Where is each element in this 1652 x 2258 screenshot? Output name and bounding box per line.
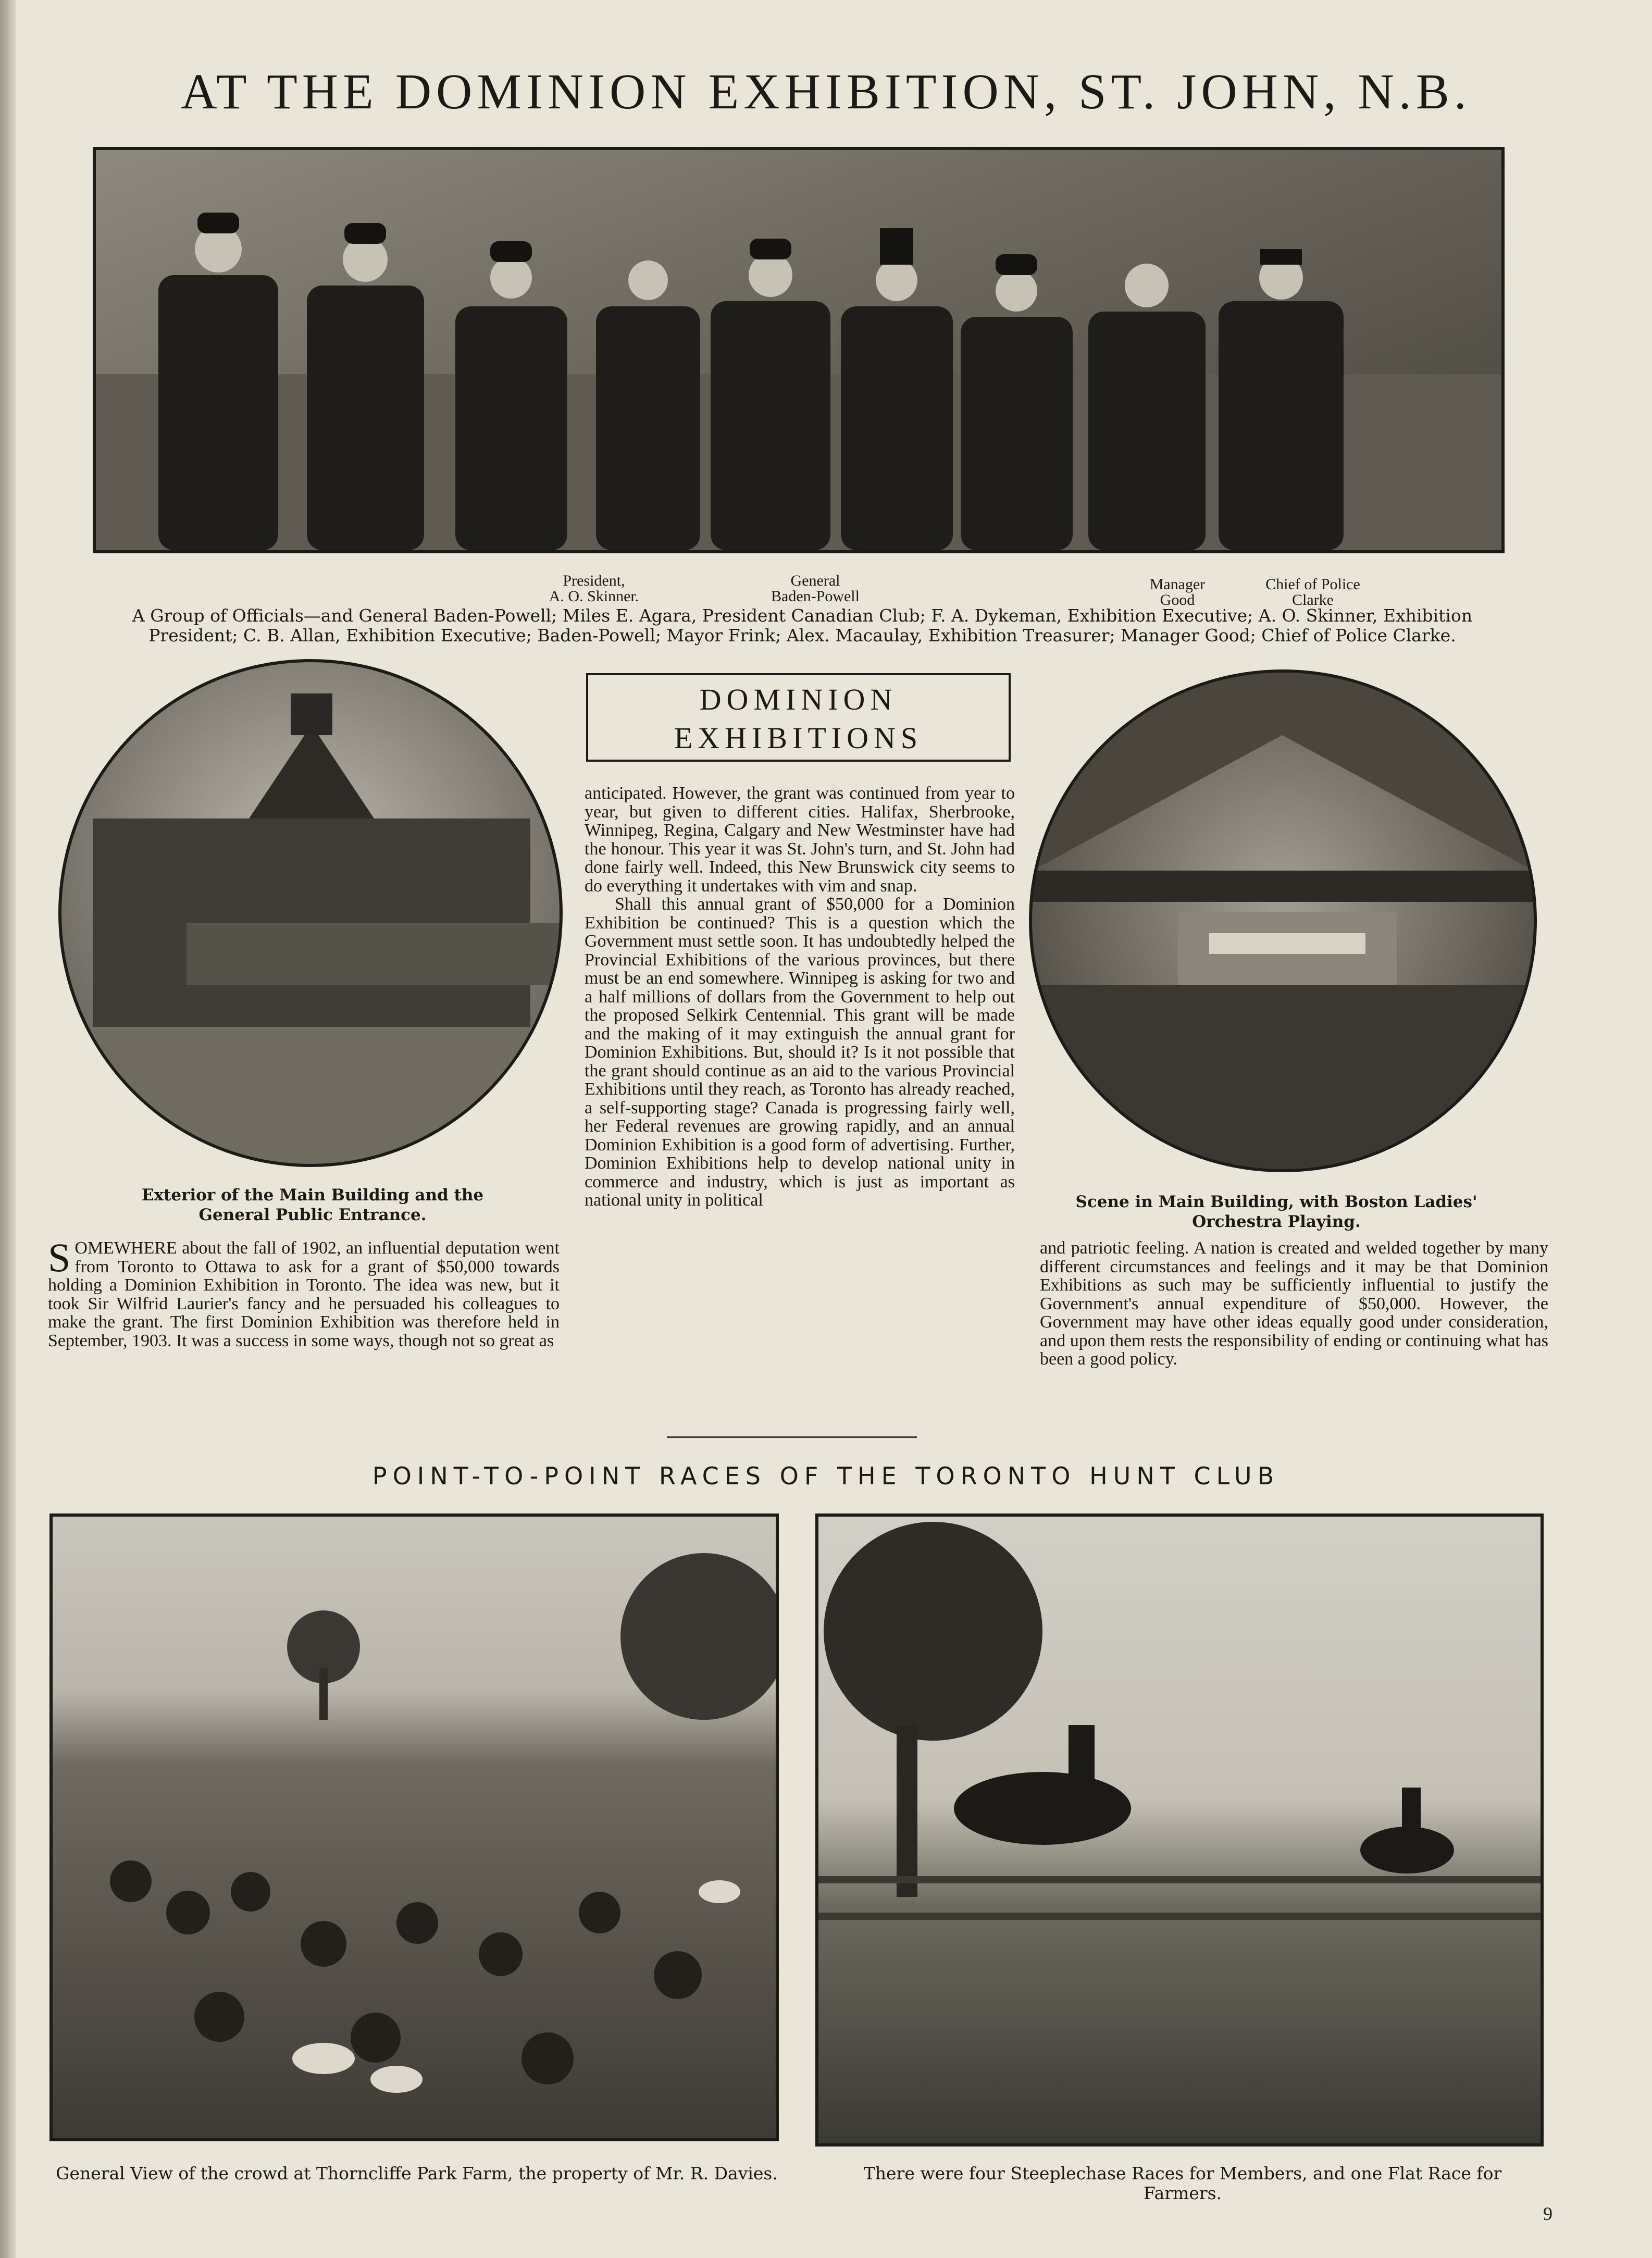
section-divider: [667, 1436, 917, 1438]
article-column-1: [48, 1235, 560, 1350]
article-column-2: [585, 784, 1015, 1210]
column-2-paragraph-1: anticipated. However, the grant was continued from year to year, but given to different cities. Halifax, Sherbrooke, Winnipeg, Regina, Calgary and New Westminster have had the honour. This year it was St. John's turn, and St. John had done fairly well. Indeed, this New Brunswick city seems to do everything it undertakes with vim and snap.: [585, 784, 1015, 896]
article-column-3: [1040, 1239, 1548, 1369]
label-general: General Baden-Powell: [771, 572, 860, 605]
left-circle-caption: Exterior of the Main Building and the General Public Entrance.: [141, 1186, 484, 1224]
page-title: AT THE DOMINION EXHIBITION, ST. JOHN, N.B.: [181, 64, 1471, 119]
officials-photo-caption: A Group of Officials—and General Baden-Powell; Miles E. Agara, President Canadian Club; F. A. Dykeman, Exhibition Executive; A. O. Skinner, Exhibition President; C. B. Allan, Exhibition Executive; Baden-Powell; Mayor Frink; Alex. Macaulay, Exhibition Treasurer; Manager Good; Chief of Police Clarke.: [132, 605, 1473, 646]
article-heading-line2: EXHIBITIONS: [674, 721, 923, 755]
page-number: 9: [1543, 2203, 1552, 2224]
label-chief: Chief of Police Clarke: [1265, 576, 1360, 609]
officials-figures-illustration: [96, 150, 1501, 550]
label-president: President, A. O. Skinner.: [549, 572, 639, 605]
crowd-photo: [49, 1513, 779, 2141]
crowd-illustration: [53, 1517, 776, 2138]
exhibition-interior-illustration: [1032, 673, 1534, 1169]
column-2-paragraph-2: Shall this annual grant of $50,000 for a Dominion Exhibition be continued? This is a question which the Government must settle soon. It has undoubtedly helped the Provincial Exhibitions of the various provinces, but there must be an end somewhere. Winnipeg is asking for two and a half millions of dollars from the Government to help out the proposed Selkirk Centennial. This grant will be made and the making of it may extinguish the annual grant for Dominion Exhibitions. But, should it? Is it not possible that the grant should continue as an aid to the various Provincial Exhibitions until they reach, as Toronto has already reached, a self-supporting stage? Canada is progressing fairly well, her Federal revenues are growing rapidly, and an annual Dominion Exhibition is a good form of advertising. Further, Dominion Exhibitions help to develop national unity in commerce and industry, which is just as important as national unity in political: [585, 895, 1015, 1210]
label-manager: Manager Good: [1149, 576, 1206, 609]
drop-cap: S: [48, 1235, 71, 1280]
page-binding-edge: [0, 0, 16, 2258]
column-1-text: OMEWHERE about the fall of 1902, an influential deputation went from Toronto to Ottawa to ask for a grant of $50,000 towards holding a Dominion Exhibition in Toronto. The idea was new, but it took Sir Wilfrid Laurier's fancy and he persuaded his colleagues to make the grant. The first Dominion Exhibition was therefore held in September, 1903. It was a success in some ways, though not so great as: [48, 1238, 560, 1350]
exhibition-building-illustration: [61, 662, 560, 1164]
hunt-club-section-title: POINT-TO-POINT RACES OF THE TORONTO HUNT CLUB: [372, 1462, 1280, 1490]
right-circle-caption: Scene in Main Building, with Boston Ladies' Orchestra Playing.: [1075, 1193, 1477, 1231]
column-3-text: and patriotic feeling. A nation is created and welded together by many different circumstances and feelings and it may be that Dominion Exhibitions as such may be sufficiently influential to justify the Government's annual expenditure of $50,000. However, the Government may have other ideas equally good under consideration, and upon them rests the responsibility of ending or continuing what has been a good policy.: [1040, 1238, 1548, 1369]
main-building-exterior-photo: [58, 659, 563, 1167]
steeplechase-illustration: [818, 1517, 1541, 2143]
article-heading-box: [586, 673, 1011, 762]
main-building-interior-photo: [1029, 669, 1537, 1172]
crowd-photo-caption: General View of the crowd at Thorncliffe Park Farm, the property of Mr. R. Davies.: [56, 2163, 778, 2183]
steeplechase-photo: [815, 1513, 1544, 2147]
officials-group-photo: [93, 147, 1505, 553]
steeplechase-photo-caption: There were four Steeplechase Races for Members, and one Flat Race for Farmers.: [863, 2163, 1502, 2203]
article-heading-line1: DOMINION: [699, 683, 898, 716]
